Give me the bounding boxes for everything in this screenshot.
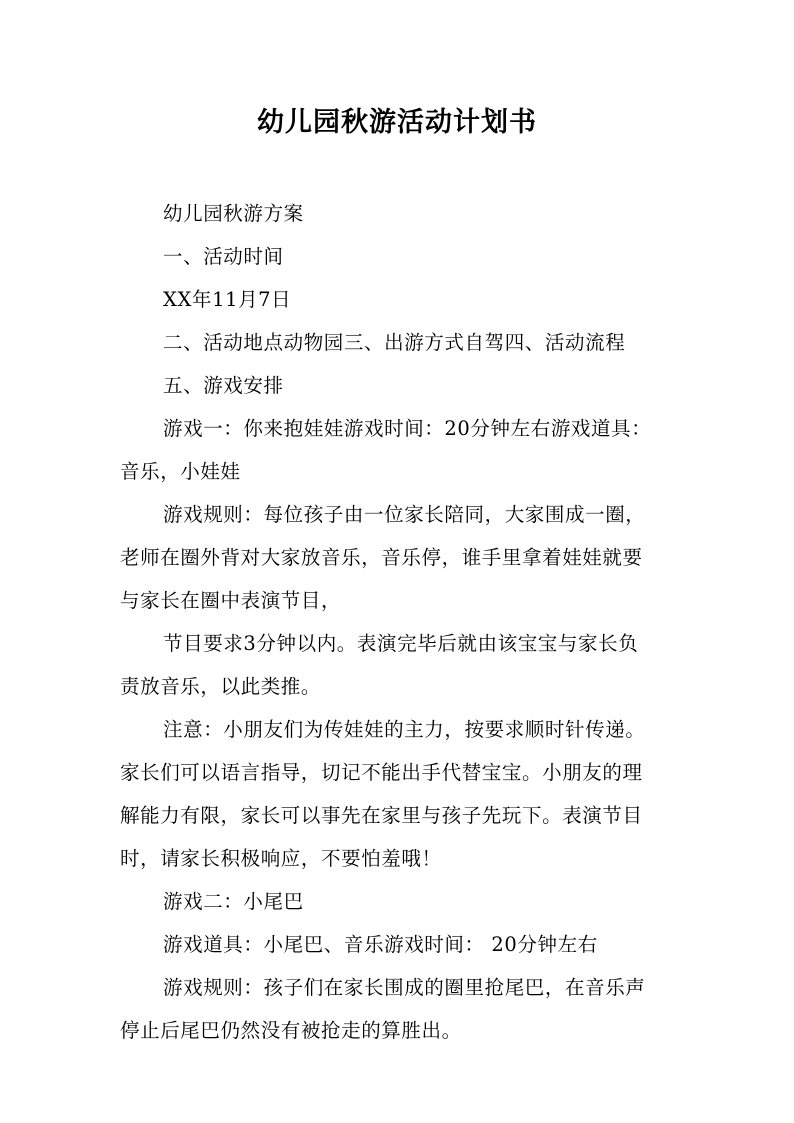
paragraph-game-one [120,407,692,493]
paragraph-sections-place-travel-flow [120,321,692,364]
paragraph-game-two-rules [120,966,692,1052]
paragraph-line: 解能力有限，家长可以事先在家里与孩子先玩下。表演节目 [120,804,643,827]
paragraph-notice [120,708,692,880]
paragraph-line: 游戏规则：孩子们在家长围成的圈里抢尾巴，在音乐声 [163,976,646,999]
paragraph-performance-requirement [120,622,692,708]
paragraph-line: 与家长在圈中表演节目， [120,589,342,612]
paragraph-line: 一、活动时间 [163,245,284,268]
paragraph-line: 音乐，小娃娃 [120,460,241,483]
paragraph-line: 节目要求3分钟以内。表演完毕后就由该宝宝与家长负 [163,632,639,655]
paragraph-line: 家长们可以语言指导，切记不能出手代替宝宝。小朋友的理 [120,761,643,784]
paragraph-line: 老师在圈外背对大家放音乐，音乐停，谁手里拿着娃娃就要 [120,546,643,569]
paragraph-game-two [120,880,692,923]
paragraph-line: XX年11月7日 [163,288,292,311]
paragraph-line: 二、活动地点动物园三、出游方式自驾四、活动流程 [163,331,626,354]
paragraph-game-two-props [120,923,692,966]
paragraph-date [120,278,692,321]
paragraph-line: 游戏一：你来抱娃娃游戏时间：20分钟左右游戏道具： [163,417,652,440]
paragraph-section-time [120,235,692,278]
paragraph-line: 游戏规则：每位孩子由一位家长陪同，大家围成一圈， [163,503,646,526]
document-title: 幼儿园秋游活动计划书 [257,107,537,138]
paragraph-line: 幼儿园秋游方案 [163,202,304,225]
document-body [120,192,692,1052]
paragraph-line: 游戏二：小尾巴 [163,890,304,913]
paragraph-plan-heading [120,192,692,235]
paragraph-section-games [120,364,692,407]
paragraph-line: 五、游戏安排 [163,374,284,397]
paragraph-game-one-rules [120,493,692,622]
paragraph-line: 时，请家长积极响应，不要怕羞哦！ [120,847,442,870]
paragraph-line: 注意：小朋友们为传娃娃的主力，按要求顺时针传递。 [163,718,646,741]
paragraph-line: 责放音乐，以此类推。 [120,675,322,698]
paragraph-line: 游戏道具：小尾巴、音乐游戏时间： 20分钟左右 [163,933,598,956]
paragraph-line: 停止后尾巴仍然没有被抢走的算胜出。 [120,1019,462,1042]
